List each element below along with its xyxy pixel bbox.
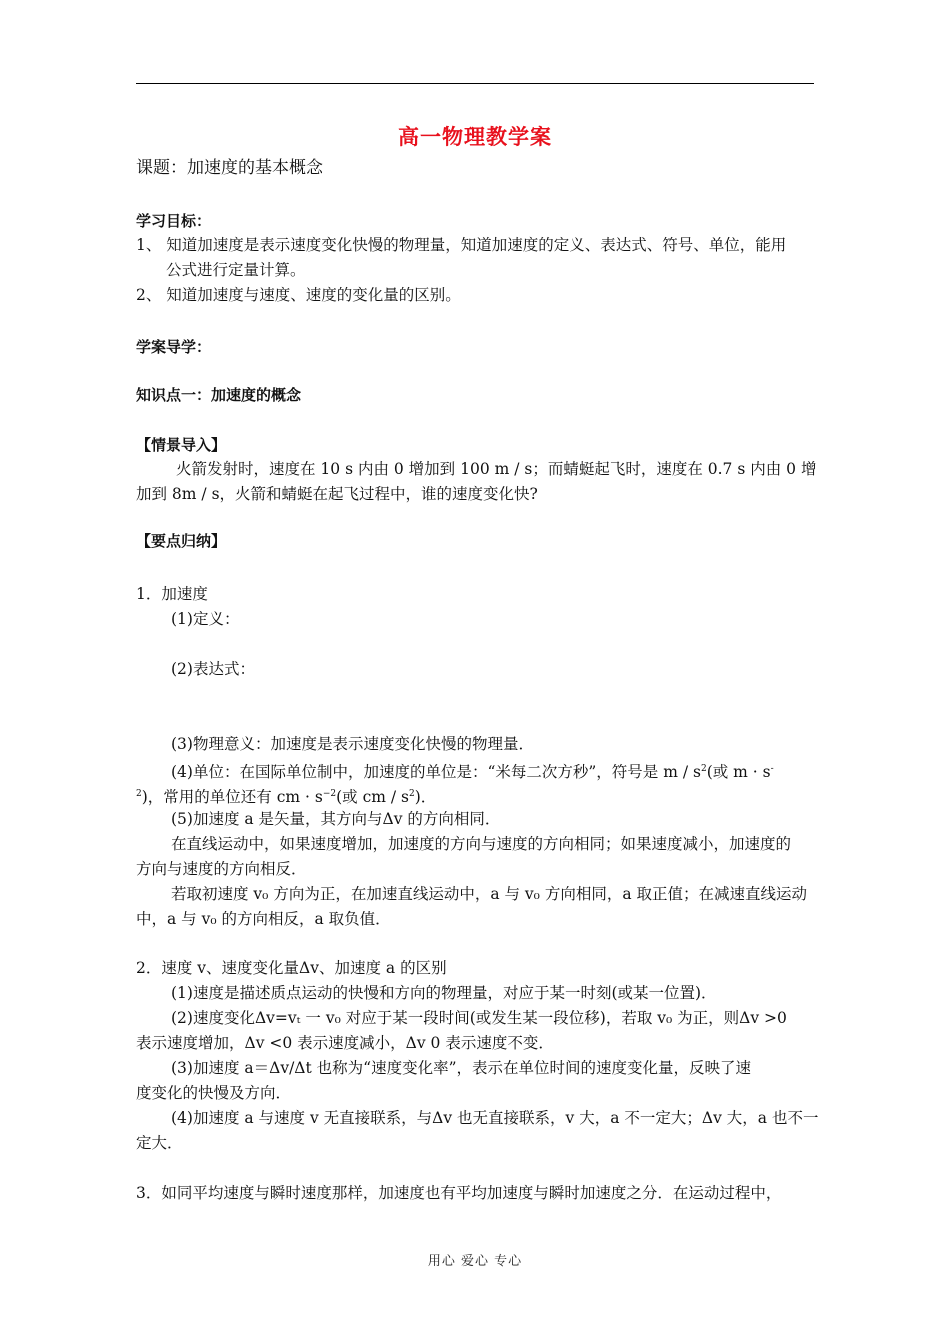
point-1-direction-line-1: 在直线运动中，如果速度增加，加速度的方向与速度的方向相同；如果速度减小，加速度的: [171, 835, 792, 853]
point-1-vector: (5)加速度 a 是矢量，其方向与Δv 的方向相同．: [171, 810, 501, 828]
point-1-v0-line-1: 若取初速度 v₀ 方向为正，在加速直线运动中，a 与 v₀ 方向相同，a 取正值；在减速直线运动: [171, 885, 807, 903]
point-2-title: 2．速度 v、速度变化量Δv、加速度 a 的区别: [136, 959, 447, 977]
unit-text-1: (4)单位：在国际单位制中，加速度的单位是：“米每二次方秒”，符号是 m / s: [171, 763, 701, 781]
unit-text-4: (或 cm / s: [336, 788, 409, 806]
point-1-direction-line-2: 方向与速度的方向相反．: [136, 860, 307, 878]
point-1-unit-line-2: [136, 783, 436, 808]
objectives-heading: 学习目标：: [136, 212, 212, 230]
scene-heading: 【情景导入】: [136, 436, 227, 454]
point-2-item-3-line-1: (3)加速度 a＝Δv/Δt 也称为“速度变化率”，表示在单位时间的速度变化量，反映了速: [171, 1059, 751, 1077]
point-2-item-1: (1)速度是描述质点运动的快慢和方向的物理量，对应于某一时刻(或某一位置)．: [171, 984, 717, 1002]
point-1-expression: (2)表达式：: [171, 660, 255, 678]
unit-superscript: 2: [136, 789, 142, 799]
guide-heading: 学案导学：: [136, 338, 212, 356]
summary-heading: 【要点归纳】: [136, 532, 227, 550]
unit-text-5: )．: [414, 788, 437, 806]
lesson-subject: 课题：加速度的基本概念: [136, 158, 323, 178]
unit-superscript-neg2: −2: [322, 789, 337, 799]
unit-superscript: 2: [409, 789, 415, 799]
unit-text-3: )，常用的单位还有 cm · s: [141, 788, 323, 806]
unit-superscript-minus: -: [770, 764, 774, 774]
point-2-item-2-line-1: (2)速度变化Δv=vₜ 一 v₀ 对应于某一段时间(或发生某一段位移)，若取 v₀ 为正，则Δv >0: [171, 1009, 787, 1027]
point-3: 3．如同平均速度与瞬时速度那样，加速度也有平均加速度与瞬时加速度之分．在运动过程中，: [136, 1184, 782, 1202]
point-1-title: 1．加速度: [136, 585, 208, 603]
objective-1-line-2: 公式进行定量计算。: [166, 261, 306, 279]
objective-2: 2、 知道加速度与速度、速度的变化量的区别。: [136, 286, 461, 304]
point-2-item-2-line-2: 表示速度增加，Δv <0 表示速度减小，Δv 0 表示速度不变．: [136, 1034, 554, 1052]
unit-superscript: 2: [700, 764, 707, 774]
header-rule: [136, 83, 814, 84]
knowledge-point-1-heading: 知识点一：加速度的概念: [136, 386, 302, 404]
unit-text-2: (或 m · s: [706, 763, 771, 781]
point-2-item-4-line-2: 定大．: [136, 1134, 183, 1152]
page-title: 高一物理教学案: [398, 125, 552, 149]
point-1-v0-line-2: 中，a 与 v₀ 的方向相反，a 取负值．: [136, 910, 391, 928]
scene-line-2: 加到 8m / s，火箭和蜻蜓在起飞过程中，谁的速度变化快?: [136, 485, 538, 503]
point-1-unit-line-1: [171, 758, 774, 783]
point-2-item-4-line-1: (4)加速度 a 与速度 v 无直接联系，与Δv 也无直接联系，v 大，a 不一定大；Δv 大，a 也不一: [171, 1109, 819, 1127]
point-2-item-3-line-2: 度变化的快慢及方向．: [136, 1084, 292, 1102]
point-1-definition: (1)定义：: [171, 610, 240, 628]
objective-1-line-1: 1、 知道加速度是表示速度变化快慢的物理量，知道加速度的定义、表达式、符号、单位，能用: [136, 236, 787, 254]
page-footer: 用心 爱心 专心: [427, 1254, 523, 1269]
point-1-meaning: (3)物理意义：加速度是表示速度变化快慢的物理量．: [171, 735, 534, 753]
scene-line-1: 火箭发射时，速度在 10 s 内由 0 增加到 100 m / s；而蜻蜓起飞时，速度在 0.7 s 内由 0 增: [176, 460, 817, 478]
